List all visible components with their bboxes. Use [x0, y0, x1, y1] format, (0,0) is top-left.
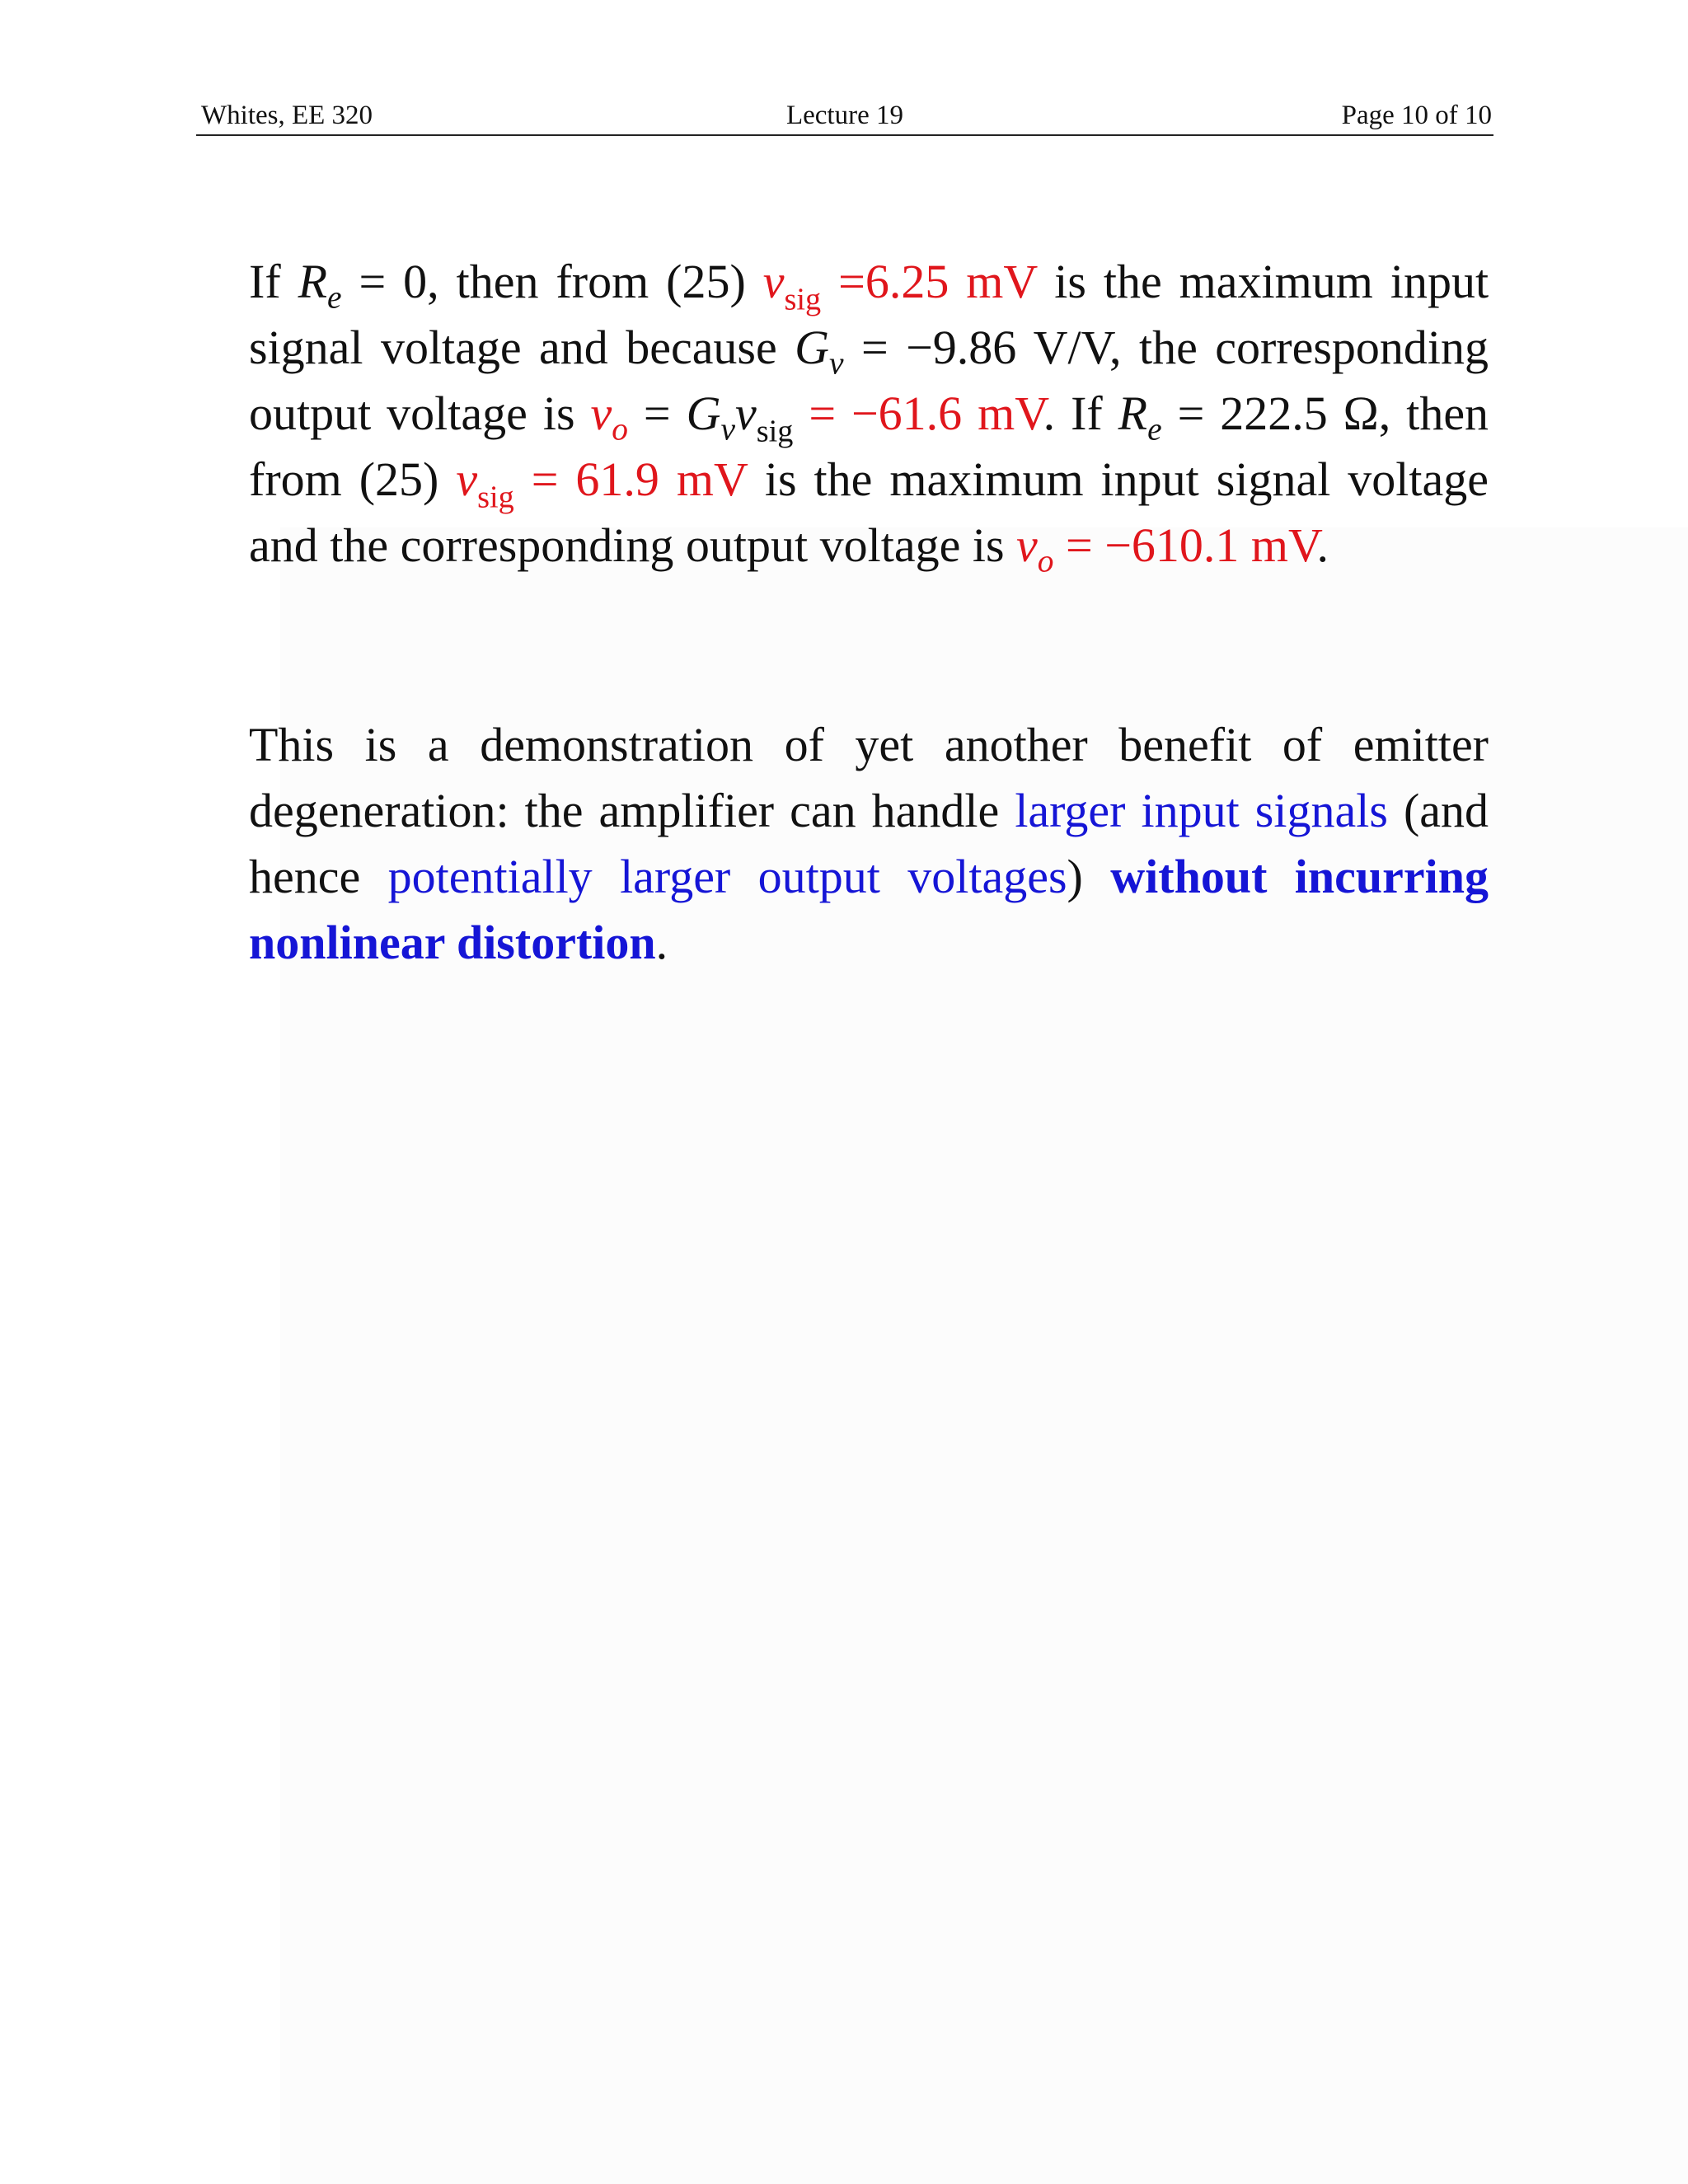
var-G: G [795, 321, 830, 374]
equals: = [838, 255, 865, 308]
value-gv: = −9.86 [860, 321, 1017, 374]
text: . [655, 916, 668, 969]
value: 6.25 mV [865, 255, 1038, 308]
paragraph-max-input [249, 249, 1489, 579]
text: (and hence [249, 784, 1489, 903]
header-page-number: Page 10 of 10 [1341, 101, 1492, 130]
var-v: v [762, 255, 785, 308]
eq-vsig-6-25 [762, 255, 1038, 317]
sub-v: v [720, 410, 735, 448]
text: = 0, then from (25) [359, 255, 746, 308]
text: . If [1043, 387, 1103, 440]
paragraph-emitter-degeneration [249, 712, 1489, 976]
eq-vsig-61-9 [456, 452, 748, 515]
var-R: R [1118, 387, 1148, 440]
var-v: v [1016, 518, 1038, 572]
header-course: Whites, EE 320 [201, 101, 373, 130]
sub-v: v [829, 344, 844, 382]
text: ) [1067, 850, 1083, 903]
var-v: v [456, 452, 478, 506]
text: is the maximum input signal voltage and because [249, 255, 1489, 374]
text: V/V, the corresponding output voltage is [249, 321, 1489, 440]
sub-e: e [1147, 410, 1162, 448]
header-lecture: Lecture 19 [785, 101, 903, 130]
value: = 61.9 mV [531, 452, 748, 506]
equals: = [643, 387, 671, 440]
sub-sig: sig [477, 480, 514, 515]
value-61-6: = −61.6 mV [809, 387, 1043, 440]
highlight-larger-input-signals: larger input signals [1015, 784, 1388, 837]
text: If [249, 255, 281, 308]
var-v: v [734, 387, 757, 440]
var-v: v [590, 387, 612, 440]
sub-sig: sig [756, 414, 794, 449]
text: = 222.5 Ω, then from (25) [249, 387, 1489, 506]
sub-o: o [612, 410, 628, 448]
highlight-larger-output-voltages: potentially larger output voltages [387, 850, 1067, 903]
value: = −610.1 mV [1066, 518, 1317, 572]
eq-vo-61-6 [590, 387, 628, 448]
var-G: G [686, 387, 721, 440]
page-header [196, 96, 1493, 136]
sub-sig: sig [784, 282, 822, 317]
sub-e: e [327, 279, 342, 316]
text: is the maximum input signal voltage and the corresponding output voltage is [249, 452, 1489, 572]
eq-vo-610-1 [1016, 518, 1317, 579]
highlight-without-distortion: without incurring nonlinear distortion [249, 850, 1489, 969]
sub-o: o [1037, 542, 1054, 579]
text: . [1316, 518, 1329, 572]
var-R: R [298, 255, 328, 308]
text: This is a demonstration of yet another benefit of emitter degeneration: the amplifier can handle [249, 718, 1489, 837]
